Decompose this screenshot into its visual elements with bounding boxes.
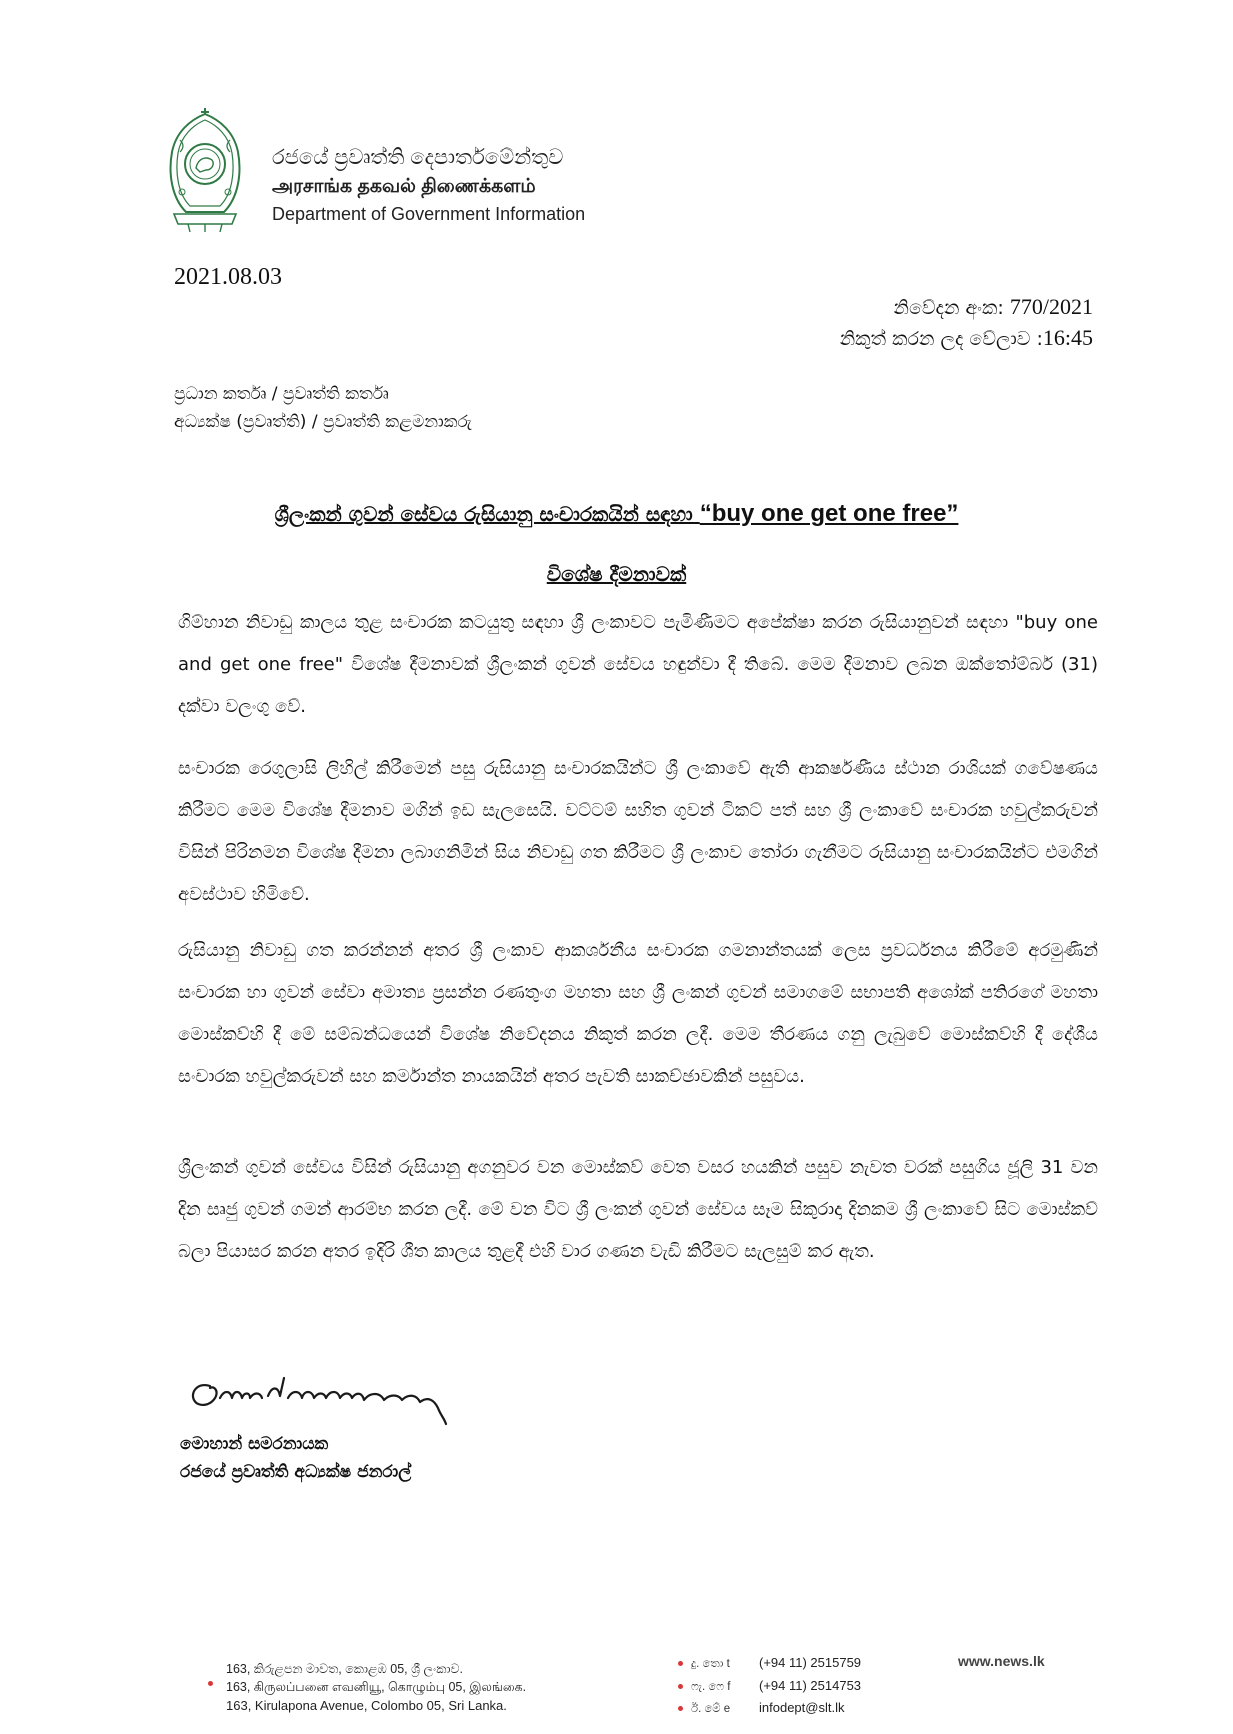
- email-address: infodept@slt.lk: [759, 1700, 845, 1715]
- address-bullet-icon: [208, 1681, 213, 1686]
- footer-website: www.news.lk: [958, 1653, 1045, 1669]
- footer-phone: [678, 1655, 861, 1671]
- bullet-icon: [678, 1661, 683, 1666]
- headline-sinhala: ශ්‍රීලංකන් ගුවන් සේවය රුසියානු සංචාරකයින් සඳහා: [274, 502, 700, 526]
- addressee-line-2: අධ්‍යක්ෂ (ප්‍රවෘත්ති) / ප්‍රවෘත්ති කළමනාකරු: [174, 412, 472, 432]
- release-number: 770/2021: [1009, 294, 1093, 319]
- body-paragraph-2: සංචාරක රෙගුලාසි ලිහිල් කිරීමෙන් පසු රුසියානු සංචාරකයින්ට ශ්‍රී ලංකාවේ ඇති ආකර්ෂණීය ස්ථාන රාශියක් ගවේෂණය කිරීමට මෙම විශේෂ දීමනාව මගින් ඉඩ සැලසෙයි. වට්ටම් සහිත ගුවන් ටිකට් පත් සහ ශ්‍රී ලංකාවේ සංචාරක හවුල්කරුවන් විසින් පිරිනමන විශේෂ දීමනා ලබාගනිමින් සිය නිවාඩු ගත කිරීමට ශ්‍රී ලංකාව තෝරා ගැනීමට රුසියානු සංචාරකයින්ට එමගින් අවස්ථාව හිමිවේ.: [178, 758, 1098, 905]
- email-label: ඊ. මේ e: [691, 1703, 731, 1715]
- addressee-line-1: ප්‍රධාන කර්තෘ / ප්‍රවෘත්ති කර්තෘ: [174, 384, 389, 404]
- bullet-icon: [678, 1706, 683, 1711]
- body-paragraph-1: ගිම්හාන නිවාඩු කාලය තුළ සංචාරක කටයුතු සඳහා ශ්‍රී ලංකාවට පැමිණීමට අපේක්ෂා කරන රුසියානුවන් සඳහා "buy one and get one free" විශේෂ දීමනාවක් ශ්‍රීලංකන් ගුවන් සේවය හඳුන්වා දී තිබේ. මෙම දීමනාව ලබන ඔක්තෝම්බර් (31) දක්වා වලංගු වේ.: [178, 612, 1098, 717]
- release-date: 2021.08.03: [174, 264, 282, 290]
- org-name-tamil: அரசாங்க தகவல் திணைக்களம்: [272, 176, 536, 197]
- release-number-line: [894, 294, 1093, 320]
- footer-address-sinhala: 163, කිරුළපන මාවත, කොළඹ 05, ශ්‍රී ලංකාව.: [226, 1662, 463, 1676]
- bullet-icon: [678, 1684, 683, 1689]
- sri-lanka-emblem-icon: [160, 108, 250, 234]
- org-name-sinhala: රජයේ ප්‍රවෘත්ති දෙපාර්තමේන්තුව: [272, 146, 564, 169]
- headline-english: “buy one get one free”: [699, 500, 959, 527]
- subheadline: විශේෂ දීමනාවක්: [546, 562, 687, 586]
- fax-label: ෆැ. ෆෙ f: [691, 1681, 731, 1693]
- footer-address-tamil: 163, கிருலப்பனை எவனியூ, கொழும்பு 05, இலங்கை.: [226, 1680, 527, 1694]
- body-paragraph-4: ශ්‍රීලංකන් ගුවන් සේවය විසින් රුසියානු අගනුවර වන මොස්කව් වෙත වසර හයකින් පසුව නැවත වරක් පසුගිය ජූලි 31 වන දින සෘජු ගුවන් ගමන් ආරම්භ කරන ලදී. මේ වන විට ශ්‍රී ලංකන් ගුවන් සේවය සෑම සිකුරාදා දිනකම ශ්‍රී ලංකාවේ සිට මොස්කව් බලා පියාසර කරන අතර ඉදිරි ශීත කාලය තුළදී එහි වාර ගණන වැඩි කිරීමට සැලසුම් කර ඇත.: [178, 1157, 1098, 1262]
- phone-label: දු. තො t: [691, 1658, 730, 1670]
- handwritten-signature: [184, 1356, 464, 1436]
- signer-name: මොහාන් සමරනායක: [180, 1434, 329, 1454]
- signer-title: රජයේ ප්‍රවෘත්ති අධ්‍යක්ෂ ජනරාල්: [180, 1462, 412, 1482]
- fax-number: (+94 11) 2514753: [759, 1678, 862, 1693]
- org-name-english: Department of Government Information: [272, 204, 586, 224]
- headline: [0, 500, 1233, 528]
- release-time: 16:45: [1042, 325, 1093, 350]
- footer-email: [678, 1700, 844, 1716]
- body-paragraph-3: රුසියානු නිවාඩු ගත කරන්නන් අතර ශ්‍රී ලංකාව ආකර්ශනීය සංචාරක ගමනාන්තයක් ලෙස ප්‍රවර්ධනය කිරීමේ අරමුණින් සංචාරක හා ගුවන් සේවා අමාත්‍ය ප්‍රසන්න රණතුංග මහතා සහ ශ්‍රී ලංකන් ගුවන් සමාගමේ සභාපති අශෝක් පතිරගේ මහතා මොස්කව්හි දී මේ සම්බන්ධයෙන් විශේෂ නිවේදනය නිකුත් කරන ලදී. මෙම තීරණය ගනු ලැබුවේ මොස්කව්හි දී දේශීය සංචාරක හවුල්කරුවන් සහ කර්මාන්ත නායකයින් අතර පැවති සාකච්ඡාවකින් පසුවය.: [178, 940, 1098, 1087]
- footer-fax: [678, 1678, 861, 1694]
- release-time-line: [840, 325, 1093, 351]
- release-time-label: නිකුත් කරන ලද වේලාව :: [839, 328, 1043, 350]
- footer-address-english: 163, Kirulapona Avenue, Colombo 05, Sri Lanka.: [226, 1698, 507, 1713]
- release-number-label: නිවේදන අංක:: [893, 297, 1010, 319]
- phone-number: (+94 11) 2515759: [759, 1655, 862, 1670]
